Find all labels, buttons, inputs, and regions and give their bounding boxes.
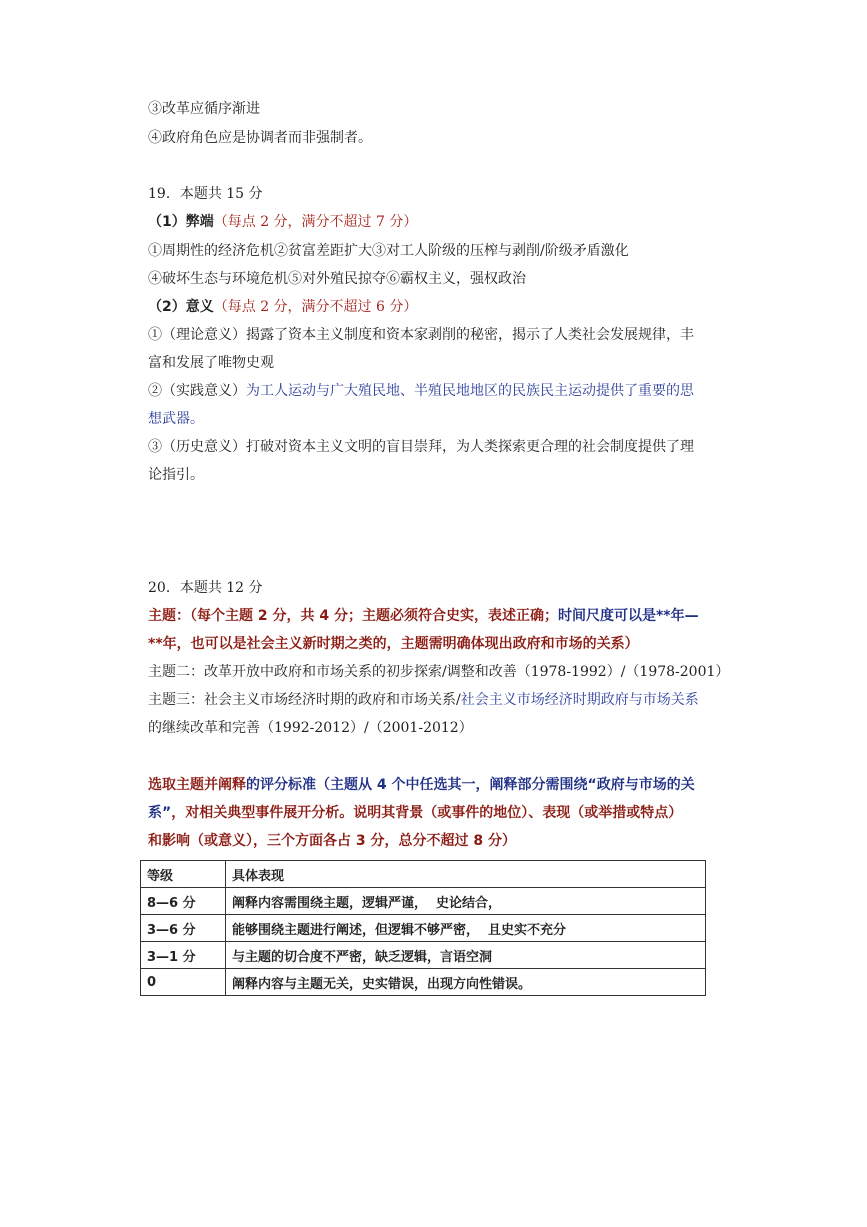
q19-meaning3-line2: 论指引。 bbox=[148, 467, 204, 483]
q19-part1-note: （每点 2 分，满分不超过 7 分） bbox=[213, 214, 418, 230]
q20-theme-line1 bbox=[148, 606, 699, 626]
table-cell-description: 阐释内容需围绕主题，逻辑严谨， 史论结合， bbox=[226, 888, 706, 915]
q19-title: 19．本题共 15 分 bbox=[148, 186, 263, 202]
point-3-line: ③改革应循序渐进 bbox=[148, 101, 260, 117]
q19-part1-label: （1）弊端 bbox=[148, 214, 214, 230]
q19-meaning1-line1: ①（理论意义）揭露了资本主义制度和资本家剥削的秘密，揭示了人类社会发展规律，丰 bbox=[148, 327, 694, 343]
table-cell-description: 与主题的切合度不严密，缺乏逻辑，言语空洞 bbox=[226, 942, 706, 969]
table-cell-grade: 0 bbox=[141, 969, 226, 996]
table-header-cell: 等级 bbox=[141, 861, 226, 888]
q20-criteria-line2-a: 系” bbox=[148, 805, 172, 821]
table-header-cell: 具体表现 bbox=[226, 861, 706, 888]
q20-title: 20．本题共 12 分 bbox=[148, 580, 263, 596]
q20-theme3-b: 社会主义市场经济时期政府与市场关系 bbox=[460, 692, 699, 708]
table-row bbox=[141, 969, 706, 996]
table-row bbox=[141, 888, 706, 915]
table-cell-description: 阐释内容与主题无关，史实错误，出现方向性错误。 bbox=[226, 969, 706, 996]
q19-part1-line1: ①周期性的经济危机②贫富差距扩大③对工人阶级的压榨与剥削/阶级矛盾激化 bbox=[148, 243, 629, 259]
q20-criteria-b: 的评分标准 bbox=[246, 777, 316, 793]
q20-theme3-line1 bbox=[148, 690, 699, 710]
q20-theme-label: 主题： bbox=[148, 608, 190, 624]
q20-criteria-line1 bbox=[148, 775, 695, 795]
table-row bbox=[141, 942, 706, 969]
point-4-line: ④政府角色应是协调者而非强制者。 bbox=[148, 130, 372, 146]
q19-part2-note: （每点 2 分，满分不超过 6 分） bbox=[213, 299, 418, 315]
q20-theme-line2: **年，也可以是社会主义新时期之类的，主题需明确体现出政府和市场的关系） bbox=[148, 636, 639, 652]
q20-theme2: 主题二：改革开放中政府和市场关系的初步探索/调整和改善（1978-1992）/（1978-2001） bbox=[148, 664, 730, 680]
q20-criteria-line3: 和影响（或意义），三个方面各占 3 分，总分不超过 8 分） bbox=[148, 833, 516, 849]
table-cell-grade: 3—6 分 bbox=[141, 915, 226, 942]
q20-theme-note-b: 时间尺度可以是**年— bbox=[557, 608, 699, 624]
q19-meaning1-line2: 富和发展了唯物史观 bbox=[148, 355, 274, 371]
table-row bbox=[141, 915, 706, 942]
q19-meaning2-line2: 想武器。 bbox=[148, 411, 204, 427]
grading-table bbox=[140, 860, 706, 996]
q19-part1-line2: ④破坏生态与环境危机⑤对外殖民掠夺⑥霸权主义，强权政治 bbox=[148, 271, 526, 287]
table-cell-grade: 8—6 分 bbox=[141, 888, 226, 915]
q19-meaning3-line1: ③（历史意义）打破对资本主义文明的盲目崇拜，为人类探索更合理的社会制度提供了理 bbox=[148, 439, 694, 455]
q20-criteria-line2 bbox=[148, 803, 682, 823]
q19-meaning2-line1 bbox=[148, 381, 694, 401]
q20-criteria-line2-b: ，对相关典型事件展开分析。说明其背景（或事件的地位）、表现（或举措或特点） bbox=[171, 805, 683, 821]
q20-theme-note-a: （每个主题 2 分，共 4 分；主题必须符合史实，表述正确； bbox=[190, 608, 558, 624]
table-header-row bbox=[141, 861, 706, 888]
q19-part2-heading bbox=[148, 297, 417, 317]
table-cell-description: 能够围绕主题进行阐述，但逻辑不够严密， 且史实不充分 bbox=[226, 915, 706, 942]
q20-theme3-line2: 的继续改革和完善（1992-2012）/（2001-2012） bbox=[148, 720, 473, 736]
q19-part2-label: （2）意义 bbox=[148, 299, 214, 315]
q20-theme3-a: 主题三：社会主义市场经济时期的政府和市场关系/ bbox=[148, 692, 461, 708]
q19-meaning2-prefix: ②（实践意义） bbox=[148, 383, 246, 399]
q20-criteria-c: （主题从 4 个中任选其一，阐释部分需围绕“政府与市场的关 bbox=[316, 777, 695, 793]
q19-part1-heading bbox=[148, 212, 417, 232]
table-cell-grade: 3—1 分 bbox=[141, 942, 226, 969]
q20-criteria-a: 选取主题并阐释 bbox=[148, 777, 246, 793]
q19-meaning2-text: 为工人运动与广大殖民地、半殖民地地区的民族民主运动提供了重要的思 bbox=[246, 383, 694, 399]
